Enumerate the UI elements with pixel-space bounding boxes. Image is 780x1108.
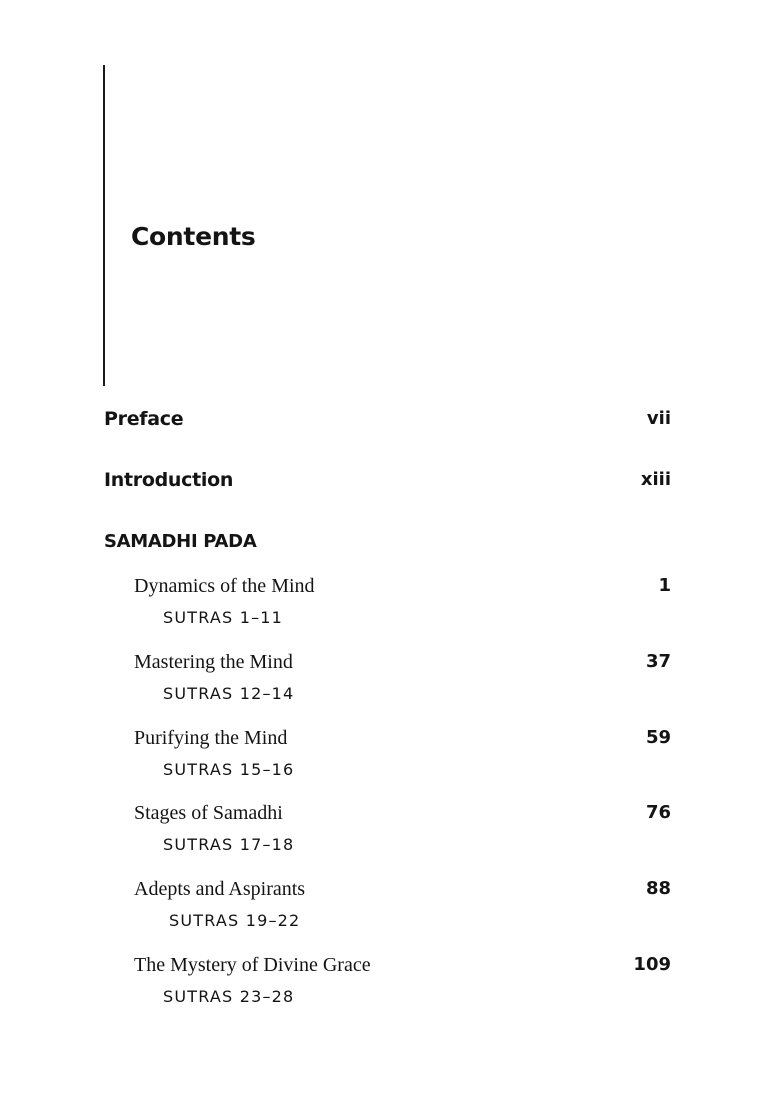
chapter-sutras: SUTRAS 12–14 — [163, 684, 295, 703]
toc-chapter-entry[interactable] — [0, 954, 780, 1006]
chapter-sutras: SUTRAS 17–18 — [163, 835, 295, 854]
toc-chapter-entry[interactable] — [0, 878, 780, 930]
chapter-page: 88 — [645, 878, 671, 899]
vertical-rule — [103, 65, 105, 386]
chapter-sutras: SUTRAS 23–28 — [163, 987, 295, 1006]
toc-chapter-entry[interactable] — [0, 651, 780, 703]
chapter-title: The Mystery of Divine Grace — [134, 954, 371, 976]
chapter-page: 1 — [658, 575, 671, 596]
entry-page: vii — [646, 408, 671, 429]
part-title: SAMADHI PADA — [104, 531, 257, 552]
chapter-title: Adepts and Aspirants — [134, 878, 306, 900]
chapter-title: Purifying the Mind — [134, 727, 288, 749]
entry-label: Preface — [104, 408, 184, 430]
chapter-title: Stages of Samadhi — [134, 802, 283, 824]
chapter-page: 76 — [645, 802, 671, 823]
toc-entry-preface[interactable] — [0, 408, 780, 434]
chapter-sutras: SUTRAS 1–11 — [163, 608, 284, 627]
chapter-title: Dynamics of the Mind — [134, 575, 315, 597]
toc-chapter-entry[interactable] — [0, 727, 780, 779]
chapter-page: 109 — [633, 954, 671, 975]
page-title: Contents — [131, 222, 256, 251]
chapter-title: Mastering the Mind — [134, 651, 293, 673]
toc-chapter-entry[interactable] — [0, 575, 780, 627]
chapter-page: 37 — [645, 651, 671, 672]
chapter-page: 59 — [645, 727, 671, 748]
chapter-sutras: SUTRAS 15–16 — [163, 760, 295, 779]
entry-page: xiii — [640, 469, 671, 490]
chapter-sutras: SUTRAS 19–22 — [169, 911, 301, 930]
part-heading — [0, 531, 780, 557]
toc-chapter-entry[interactable] — [0, 802, 780, 854]
entry-label: Introduction — [104, 469, 234, 491]
toc-entry-introduction[interactable] — [0, 469, 780, 495]
